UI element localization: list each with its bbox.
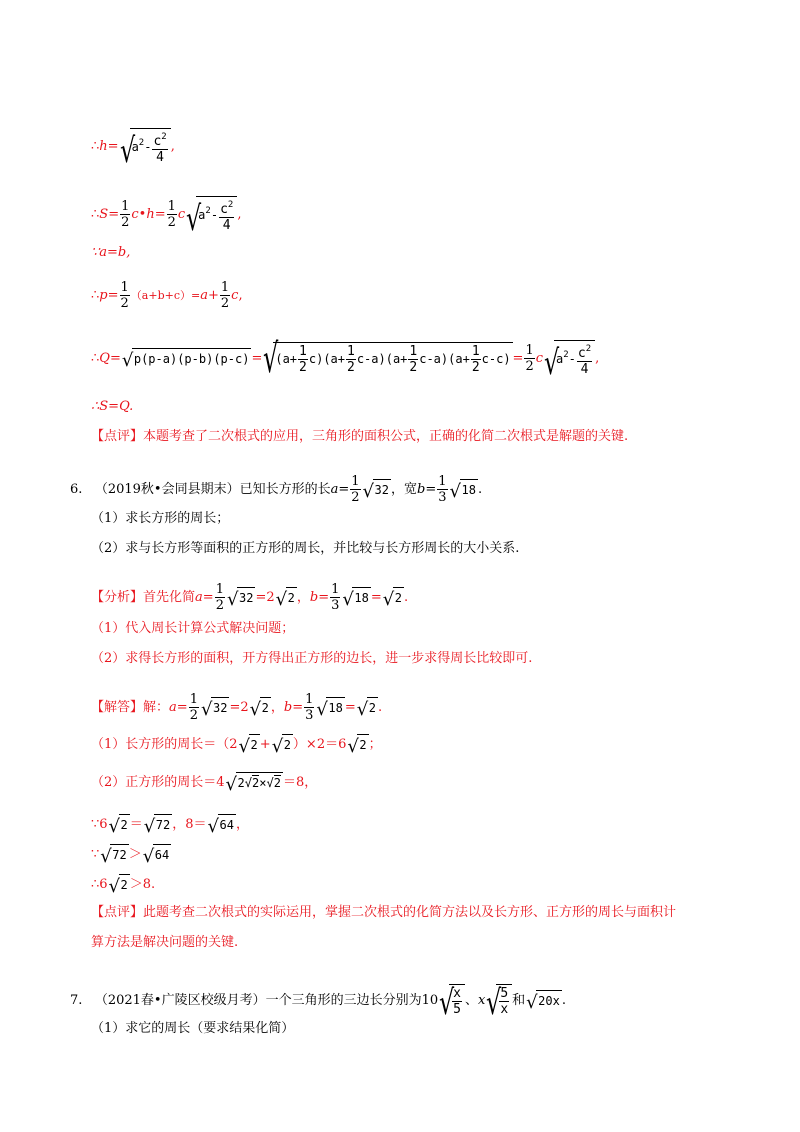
fraction-half: $\frac{1}{2}$ <box>351 474 360 505</box>
radical: √ 64 <box>143 844 171 865</box>
radical: √ 72 <box>100 844 128 865</box>
question-6-part-2: （2）求与长方形等面积的正方形的周长，并比较与长方形周长的大小关系. <box>91 541 520 556</box>
radical: √ 2 <box>276 587 297 608</box>
radical: √ 18 <box>450 479 478 500</box>
fraction-half: $\frac{1}{2}$ <box>120 280 129 311</box>
comment-2-line-2: 算方法是解决问题的关键. <box>91 935 239 950</box>
solution-lead: 【解答】解：a= $\frac{1}{2}$ √ 32 =2√ 2 ，b= $\frac{1}{3}$ √ 18 =√ 2 . <box>91 692 382 723</box>
radical: √ 2 <box>347 734 368 755</box>
solution-compare-2: ∵√ 72 ＞√ 64 <box>91 844 171 865</box>
formula-s-eq-q: ∴S=Q. <box>91 399 134 414</box>
radical: √ 18 <box>316 697 344 718</box>
radical: √ $a^2-$ $\frac{c^2}{4}$ <box>186 196 237 233</box>
solution-result: ∴6√ 2 ＞8. <box>91 874 155 895</box>
analysis-step-1: （1）代入周长计算公式解决问题； <box>91 621 295 636</box>
radical: √ 18 <box>342 587 370 608</box>
radical: √ 2 <box>383 587 404 608</box>
radical-long: √ (a+ $\frac{1}{2}$ c)(a+ $\frac{1}{2}$ c-a)(a+ $\frac{1}{2}$ c-a)(a+ $\frac{1}{2}$ c-c) <box>263 342 512 375</box>
question-7-part-1: （1）求它的周长（要求结果化简） <box>91 1021 295 1036</box>
solution-line-1: （1）长方形的周长＝（2√ 2 +√ 2 ）×2＝6√ 2 ； <box>91 734 382 755</box>
fraction-half: $\frac{1}{2}$ <box>215 582 224 613</box>
radical: √ p(p-a)(p-b)(p-c) <box>122 348 252 369</box>
formula-p: ∴p= $\frac{1}{2}$ （a+b+c）=a+ $\frac{1}{2}$ c, <box>91 280 243 311</box>
radical: √ 2 <box>357 697 378 718</box>
radical: √ 2√2×√2 <box>226 772 283 793</box>
formula-s: ∴S= $\frac{1}{2}$ c•h= $\frac{1}{2}$ c√ $a^2-$ $\frac{c^2}{4}$ , <box>91 196 241 233</box>
radical: √ $\frac{x}{5}$ <box>439 984 465 1017</box>
radical: √ 20x <box>526 990 562 1011</box>
formula-h: ∴h=√ $a^2-$ $\frac{c^2}{4}$ , <box>91 128 175 165</box>
radical: √ 64 <box>208 814 236 835</box>
radical: √ 2 <box>250 697 271 718</box>
fraction-half: $\frac{1}{2}$ <box>121 199 130 230</box>
fraction-half: $\frac{1}{2}$ <box>525 343 534 374</box>
fraction-half: $\frac{1}{2}$ <box>167 199 176 230</box>
radical: √ $\frac{5}{x}$ <box>486 984 512 1017</box>
radical: √ 32 <box>363 479 391 500</box>
fraction-third: $\frac{1}{3}$ <box>438 474 447 505</box>
radical: √ 2 <box>272 734 293 755</box>
comment-1: 【点评】本题考查了二次根式的应用，三角形的面积公式，正确的化简二次根式是解题的关键. <box>91 429 629 444</box>
fraction-half: $\frac{1}{2}$ <box>189 692 198 723</box>
fraction-third: $\frac{1}{3}$ <box>331 582 340 613</box>
radical: √ $a^2-$ $\frac{c^2}{4}$ <box>544 340 595 377</box>
question-7: 7. （2021春•广陵区校级月考）一个三角形的三边长分别为10 √ $\frac{x}{5}$ 、x √ $\frac{5}{x}$ 和√ 20x . <box>70 984 566 1017</box>
question-6-part-1: （1）求长方形的周长； <box>91 511 230 526</box>
analysis-step-2: （2）求得长方形的面积，开方得出正方形的边长，进一步求得周长比较即可. <box>91 651 533 666</box>
question-6: 6. （2019秋•会同县期末）已知长方形的长a= $\frac{1}{2}$ √ 32 ，宽b= $\frac{1}{3}$ √ 18 . <box>70 474 482 505</box>
radical: √ 32 <box>227 587 255 608</box>
solution-line-2: （2）正方形的周长＝4√ 2√2×√2 ＝8， <box>91 772 317 793</box>
radical: √ 72 <box>144 814 172 835</box>
formula-a-eq-b: ∵a=b, <box>91 245 131 260</box>
radical: √ $a^2-$ $\frac{c^2}{4}$ <box>120 128 171 165</box>
comment-2-line-1: 【点评】此题考查二次根式的实际运用，掌握二次根式的化简方法以及长方形、正方形的周长与面积计 <box>91 905 677 920</box>
analysis-lead: 【分析】首先化简a= $\frac{1}{2}$ √ 32 =2√ 2 ，b= $\frac{1}{3}$ √ 18 =√ 2 . <box>91 582 408 613</box>
radical: √ 2 <box>239 734 260 755</box>
solution-compare-1: ∵6√ 2 ＝√ 72 ，8＝√ 64 ， <box>91 814 249 835</box>
radical: √ 2 <box>109 874 130 895</box>
radical: √ 2 <box>109 814 130 835</box>
formula-q: ∴Q=√ p(p-a)(p-b)(p-c) =√ (a+ $\frac{1}{2}$ c)(a+ $\frac{1}{2}$ c-a)(a+ $\frac{1}{2}$ c-a)(a+ $\frac{1}{2}$ c-c) = $\frac{1}{2}$ c√ $a^2-$ $\frac{c^2}{4}$ , <box>91 340 599 377</box>
fraction-third: $\frac{1}{3}$ <box>305 692 314 723</box>
fraction-half: $\frac{1}{2}$ <box>220 280 230 311</box>
radical: √ 32 <box>201 697 229 718</box>
